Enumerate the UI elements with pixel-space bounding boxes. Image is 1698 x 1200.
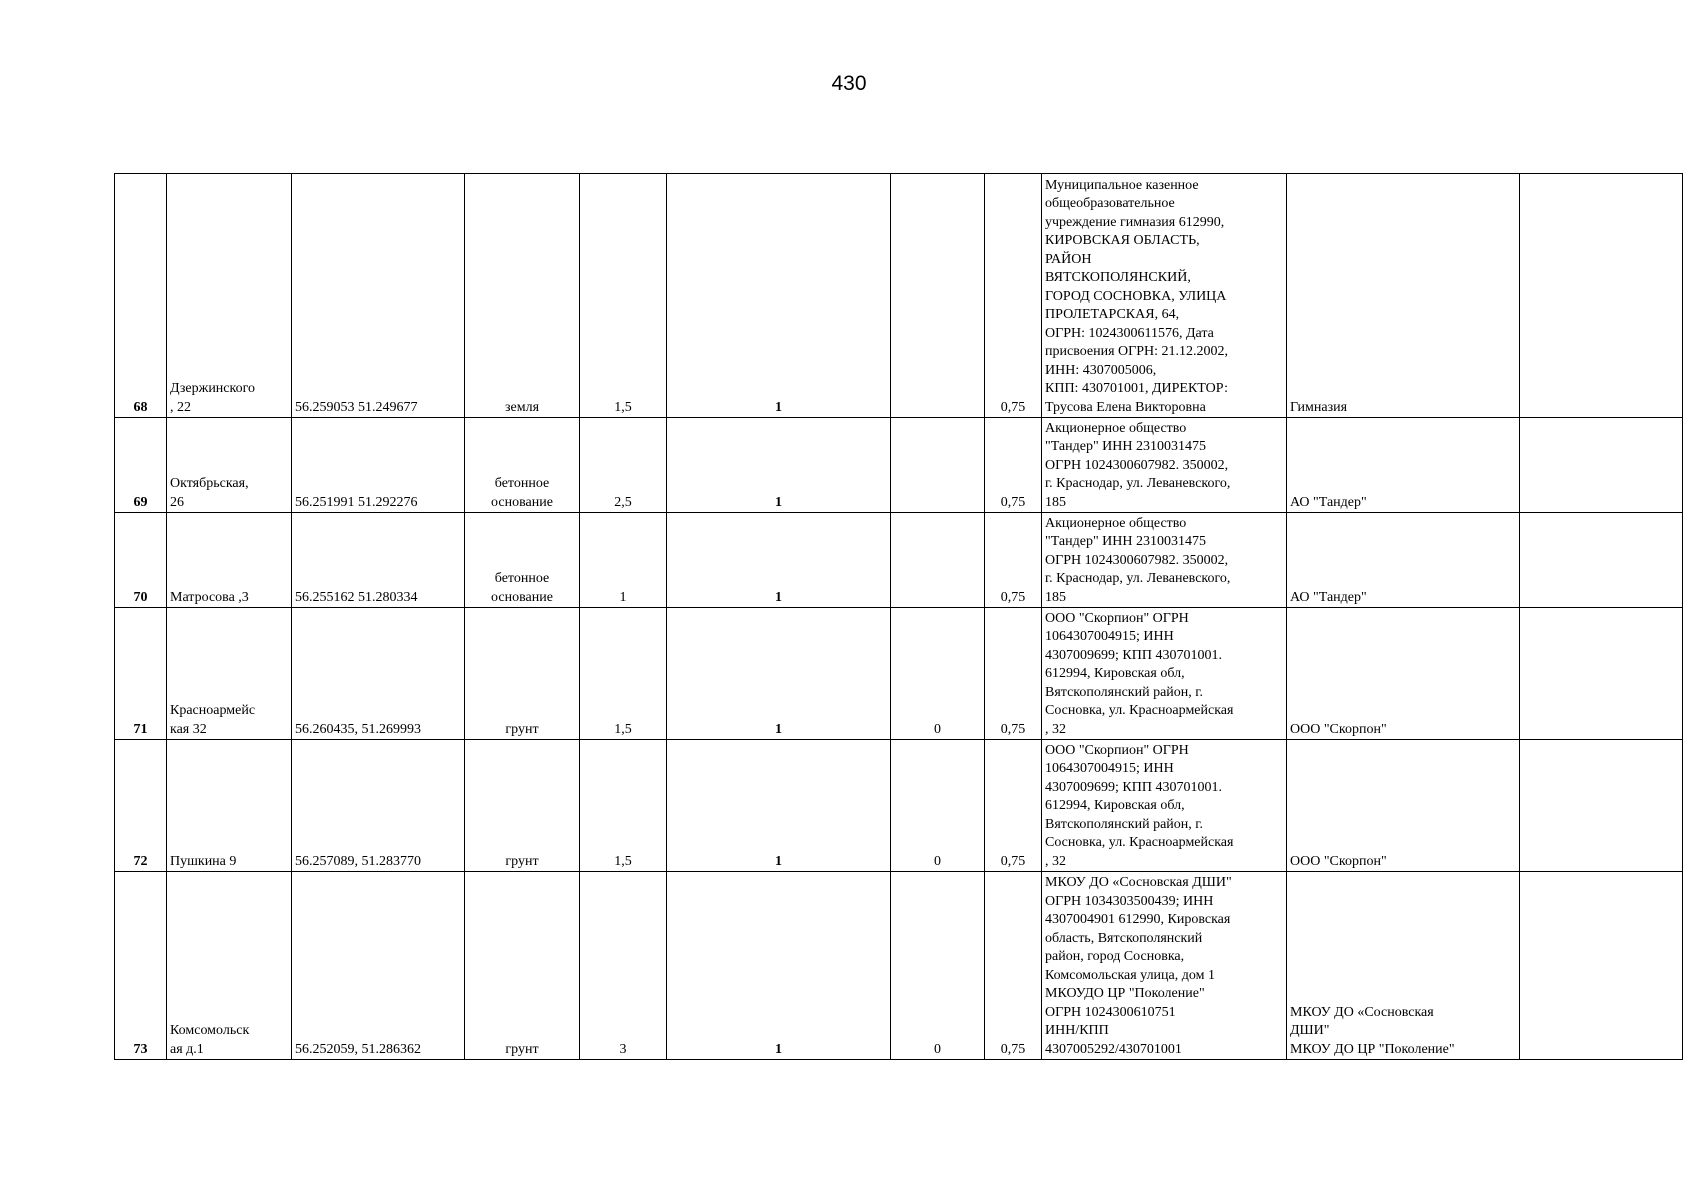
surface-cell-line: грунт [505,853,539,869]
empty-cell [1520,513,1683,608]
organization-cell-line: 612994, Кировская обл, [1045,798,1185,813]
surface-cell [465,872,580,1060]
containers-count-cell: 1 [667,740,891,872]
organization-cell-line: Муниципальное казенное [1045,177,1199,193]
table-row [115,513,1683,608]
organization-cell-line: "Тандер" ИНН 2310031475 [1045,534,1207,549]
organization-cell-line: ИНН/КПП [1045,1023,1109,1038]
owner-cell-line: АО "Тандер" [1290,494,1367,510]
owner-cell-line: МКОУ ДО «Сосновская [1290,1004,1434,1020]
organization-cell [1042,872,1287,1060]
owner-cell-line: ДШИ" [1290,1023,1330,1038]
address-cell-line: Комсомольск [170,1023,250,1038]
organization-cell-line: , 32 [1045,853,1066,869]
organization-cell-line: Вятскополянский район, г. [1045,684,1203,700]
address-cell [167,740,292,872]
row-number: 69 [115,418,167,513]
row-number: 68 [115,174,167,418]
surface-cell [465,740,580,872]
container-sites-table [114,173,1683,1060]
extra-count-cell [891,513,985,608]
coordinates-cell: 56.259053 51.249677 [292,174,465,418]
table-row [115,740,1683,872]
extra-count-cell: 0 [891,872,985,1060]
organization-cell-line: г. Краснодар, ул. Леваневского, [1045,571,1231,586]
area-cell: 2,5 [580,418,667,513]
surface-cell-line: бетонное [494,476,550,491]
organization-cell-line: 1064307004915; ИНН [1045,761,1174,776]
owner-cell-line: АО "Тандер" [1290,589,1367,605]
organization-cell-line: Акционерное общество [1045,515,1187,531]
surface-cell-line: земля [504,399,540,415]
volume-cell: 0,75 [985,513,1042,608]
organization-cell-line: 4307009699; КПП 430701001. [1045,779,1222,795]
organization-cell-line: г. Краснодар, ул. Леваневского, [1045,476,1231,491]
coordinates-cell: 56.257089, 51.283770 [292,740,465,872]
organization-cell-line: РАЙОН [1045,251,1092,267]
area-cell: 1,5 [580,608,667,740]
surface-cell [465,608,580,740]
owner-cell [1287,872,1520,1060]
address-cell-line: кая 32 [170,721,207,737]
organization-cell-line: область, Вятскополянский [1045,930,1203,946]
volume-cell: 0,75 [985,872,1042,1060]
address-cell-line: , 22 [170,399,191,415]
address-cell-line: ая д.1 [170,1041,204,1057]
organization-cell-line: общеобразовательное [1045,196,1175,211]
extra-count-cell [891,418,985,513]
coordinates-cell: 56.255162 51.280334 [292,513,465,608]
organization-cell [1042,740,1287,872]
organization-cell-line: ИНН: 4307005006, [1045,362,1157,378]
organization-cell-line: Акционерное общество [1045,420,1187,436]
organization-cell-line: ОГРН 1024300607982. 350002, [1045,457,1229,473]
area-cell: 1,5 [580,740,667,872]
owner-cell [1287,418,1520,513]
empty-cell [1520,740,1683,872]
surface-cell-line: грунт [505,1041,539,1057]
table-row [115,174,1683,418]
owner-cell [1287,513,1520,608]
surface-cell [465,174,580,418]
address-cell [167,872,292,1060]
organization-cell-line: 4307005292/430701001 [1045,1041,1182,1057]
address-cell [167,513,292,608]
organization-cell-line: 185 [1045,589,1066,605]
empty-cell [1520,174,1683,418]
surface-cell-line: основание [491,494,553,510]
containers-count-cell: 1 [667,418,891,513]
owner-cell [1287,608,1520,740]
area-cell: 3 [580,872,667,1060]
address-cell-line: 26 [170,494,184,510]
table-row [115,872,1683,1060]
extra-count-cell: 0 [891,740,985,872]
organization-cell-line: ОГРН 1034303500439; ИНН [1045,893,1214,909]
coordinates-cell: 56.252059, 51.286362 [292,872,465,1060]
organization-cell-line: Комсомольская улица, дом 1 [1045,967,1215,983]
organization-cell-line: ОГРН 1024300607982. 350002, [1045,552,1229,568]
organization-cell-line: 4307004901 612990, Кировская [1045,912,1231,927]
owner-cell [1287,740,1520,872]
coordinates-cell: 56.251991 51.292276 [292,418,465,513]
organization-cell-line: МКОУДО ЦР "Поколение" [1045,986,1205,1001]
organization-cell-line: 1064307004915; ИНН [1045,629,1174,644]
organization-cell-line: 4307009699; КПП 430701001. [1045,647,1222,663]
containers-count-cell: 1 [667,872,891,1060]
organization-cell-line: Сосновка, ул. Красноармейская [1045,703,1234,718]
organization-cell [1042,418,1287,513]
area-cell: 1,5 [580,174,667,418]
owner-cell-line: Гимназия [1290,399,1348,415]
organization-cell-line: 185 [1045,494,1066,510]
organization-cell-line: Трусова Елена Викторовна [1045,399,1206,415]
address-cell [167,174,292,418]
address-cell [167,418,292,513]
containers-count-cell: 1 [667,608,891,740]
organization-cell-line: Вятскополянский район, г. [1045,816,1203,832]
page-number: 430 [831,72,867,95]
volume-cell: 0,75 [985,608,1042,740]
row-number: 72 [115,740,167,872]
organization-cell-line: , 32 [1045,721,1066,737]
organization-cell-line: ОГРН 1024300610751 [1045,1004,1176,1020]
organization-cell-line: ПРОЛЕТАРСКАЯ, 64, [1045,307,1180,322]
surface-cell [465,418,580,513]
empty-cell [1520,608,1683,740]
address-cell-line: Дзержинского [170,381,255,396]
address-cell-line: Матросова ,3 [170,589,249,605]
organization-cell-line: КПП: 430701001, ДИРЕКТОР: [1045,381,1228,396]
extra-count-cell [891,174,985,418]
volume-cell: 0,75 [985,418,1042,513]
table-row [115,608,1683,740]
organization-cell [1042,174,1287,418]
organization-cell-line: ГОРОД СОСНОВКА, УЛИЦА [1045,288,1227,304]
owner-cell-line: МКОУ ДО ЦР "Поколение" [1290,1041,1455,1057]
owner-cell-line: ООО "Скорпон" [1290,853,1387,869]
surface-cell-line: грунт [505,721,539,737]
area-cell: 1 [580,513,667,608]
row-number: 70 [115,513,167,608]
address-cell-line: Красноармейс [170,703,256,718]
address-cell [167,608,292,740]
organization-cell-line: 612994, Кировская обл, [1045,666,1185,681]
containers-count-cell: 1 [667,174,891,418]
address-cell-line: Октябрьская, [170,476,249,491]
organization-cell-line: "Тандер" ИНН 2310031475 [1045,439,1207,454]
owner-cell-line: ООО "Скорпон" [1290,721,1387,737]
organization-cell-line: район, город Сосновка, [1045,949,1185,964]
organization-cell-line: ООО "Скорпион" ОГРН [1045,610,1189,626]
surface-cell [465,513,580,608]
organization-cell-line: КИРОВСКАЯ ОБЛАСТЬ, [1045,233,1200,248]
organization-cell-line: ОГРН: 1024300611576, Дата [1045,325,1214,341]
row-number: 73 [115,872,167,1060]
empty-cell [1520,872,1683,1060]
organization-cell-line: ООО "Скорпион" ОГРН [1045,742,1189,758]
organization-cell-line: Сосновка, ул. Красноармейская [1045,835,1234,850]
coordinates-cell: 56.260435, 51.269993 [292,608,465,740]
surface-cell-line: основание [491,589,553,605]
organization-cell-line: ВЯТСКОПОЛЯНСКИЙ, [1045,270,1191,285]
extra-count-cell: 0 [891,608,985,740]
containers-count-cell: 1 [667,513,891,608]
organization-cell-line: МКОУ ДО «Сосновская ДШИ" [1045,875,1232,890]
address-cell-line: Пушкина 9 [170,853,237,869]
volume-cell: 0,75 [985,740,1042,872]
organization-cell [1042,513,1287,608]
surface-cell-line: бетонное [494,571,550,586]
table-row [115,418,1683,513]
organization-cell-line: учреждение гимназия 612990, [1045,214,1225,230]
row-number: 71 [115,608,167,740]
empty-cell [1520,418,1683,513]
owner-cell [1287,174,1520,418]
organization-cell-line: присвоения ОГРН: 21.12.2002, [1045,344,1229,359]
organization-cell [1042,608,1287,740]
volume-cell: 0,75 [985,174,1042,418]
